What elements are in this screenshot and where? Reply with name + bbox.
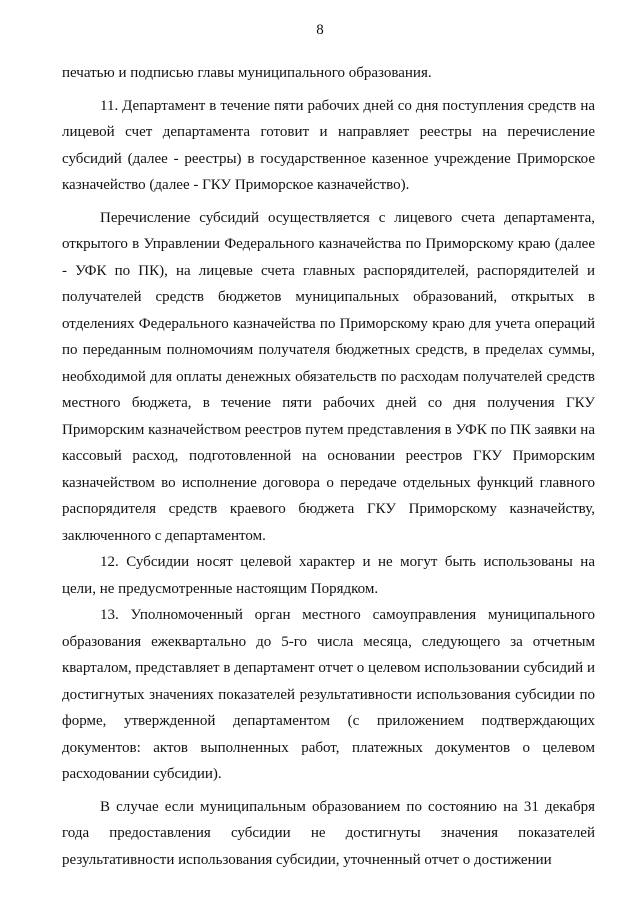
paragraph-year-end-report: В случае если муниципальным образованием по состоянию на 31 декабря года предоставления субсидии не достигнуты значения показателей результативности использования субсидии, уточненный отчет о достижении: [62, 798, 595, 868]
paragraph-item-11: 11. Департамент в течение пяти рабочих дней со дня поступления средств на лицевой счет департамента готовит и направляет реестры на перечисление субсидий (далее - реестры) в государственное казенное учреждение Приморское казначейство (далее - ГКУ Приморское казначейство).: [62, 97, 595, 193]
paragraph-subsidy-transfer: Перечисление субсидий осуществляется с лицевого счета департамента, открытого в Управлении Федерального казначейства по Приморскому краю (далее - УФК по ПК), на лицевые счета главных распорядителей, распорядителей и получателей средств бюджетов муниципальных образований, открытых в отделениях Федерального казначейства по Приморскому краю для учета операций по переданным полномочиям получателя бюджетных средств, в пределах суммы, необходимой для оплаты денежных обязательств по расходам получателей средств местного бюджета, в течение пяти рабочих дней со дня получения ГКУ Приморским казначейством реестров путем представления в УФК по ПК заявки на кассовый расход, подготовленной на основании реестров ГКУ Приморским казначейством во исполнение договора о передаче отдельных функций главного распорядителя средств краевого бюджета ГКУ Приморскому казначейству, заключенного с департаментом.: [62, 209, 595, 544]
document-body: [62, 60, 595, 873]
page-number: 8: [316, 22, 324, 38]
paragraph-item-12: 12. Субсидии носят целевой характер и не могут быть использованы на цели, не предусмотренные настоящим Порядком.: [62, 554, 595, 597]
paragraph-continuation: печатью и подписью главы муниципального образования.: [62, 65, 432, 81]
paragraph-item-13: 13. Уполномоченный орган местного самоуправления муниципального образования ежеквартально до 5-го числа месяца, следующего за отчетным кварталом, представляет в департамент отчет о целевом использовании субсидий и достигнутых значениях показателей результативности использования субсидии по форме, утвержденной департаментом (с приложением подтверждающих документов: актов выполненных работ, платежных документов о целевом расходовании субсидии).: [62, 607, 595, 782]
